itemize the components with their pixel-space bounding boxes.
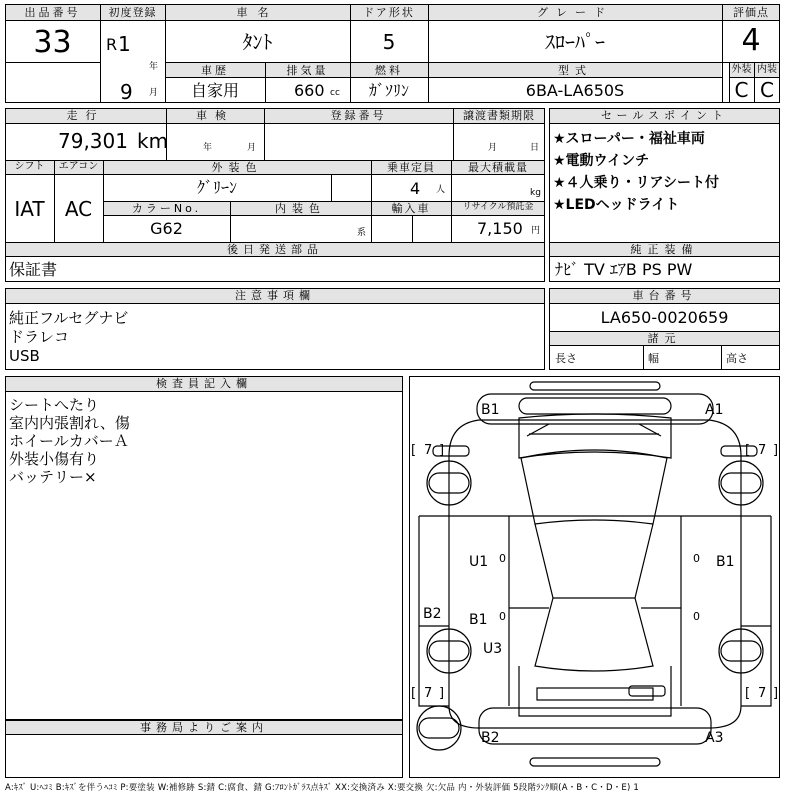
displacement-label: 排気量 xyxy=(286,64,329,77)
exterior-label: 外装 xyxy=(731,64,752,75)
tread-depth: 7 xyxy=(424,443,433,458)
displacement: 660 xyxy=(294,81,325,100)
load-label: 最大積載量 xyxy=(468,161,528,174)
capacity: 4 xyxy=(410,179,421,198)
damage-mark: U3 xyxy=(483,641,503,657)
kei-unit: 系 xyxy=(357,228,367,238)
chassis-number: LA650-0020659 xyxy=(600,308,729,327)
divider xyxy=(165,62,780,63)
mileage-label: 走行 xyxy=(66,109,105,122)
damage-mark: B1 xyxy=(481,402,500,418)
bracket-right: ] xyxy=(773,443,779,458)
mileage: 79,301 xyxy=(58,129,128,153)
grade-label: グレード xyxy=(537,6,613,19)
interior-label: 内装 xyxy=(757,64,777,75)
transfer-day-unit: 日 xyxy=(530,143,540,153)
int-color-label: 内装色 xyxy=(275,202,326,215)
note-line: USB xyxy=(9,347,40,365)
bracket-left: [ xyxy=(411,443,417,458)
first-reg-label: 初度登録 xyxy=(108,6,157,19)
shift-label: シフト xyxy=(14,161,45,172)
divider xyxy=(165,77,722,78)
bracket-left: [ xyxy=(745,443,751,458)
score: 4 xyxy=(741,23,761,58)
sales-point: ★電動ウインチ xyxy=(553,153,650,169)
damage-mark: A3 xyxy=(705,730,724,746)
equipment-label: 純正装備 xyxy=(630,243,699,256)
capacity-label: 乗車定員 xyxy=(387,161,435,174)
width-label: 幅 xyxy=(648,352,659,365)
year-unit: 年 xyxy=(149,62,159,72)
inspection-label: 車検 xyxy=(196,109,234,122)
tread-depth: 7 xyxy=(758,443,767,458)
bracket-right: ] xyxy=(439,443,445,458)
history: 自家用 xyxy=(190,81,239,100)
cc-unit: cc xyxy=(330,88,340,98)
history-label: 車歴 xyxy=(201,64,229,77)
inspector-line: バッテリー× xyxy=(9,468,97,486)
height-label: 高さ xyxy=(726,352,748,365)
inspection-month-unit: 月 xyxy=(247,143,257,153)
divider xyxy=(100,4,101,103)
door-label: ドア形状 xyxy=(363,6,415,19)
notes-label: 注意事項欄 xyxy=(235,289,315,302)
month-unit: 月 xyxy=(149,88,159,98)
first-reg-year: 1 xyxy=(118,32,131,56)
color-no-label: カラーNo. xyxy=(131,202,202,215)
ext-color-label: 外装色 xyxy=(211,161,263,174)
divider xyxy=(5,303,545,304)
sales-point: ★スローパー・福祉車両 xyxy=(553,131,705,147)
inspector-line: 外装小傷有り xyxy=(9,450,100,468)
parts-label: 後日発送部品 xyxy=(227,243,323,256)
inspector-line: シートへたり xyxy=(9,396,100,414)
exterior-grade: C xyxy=(734,78,749,102)
ext-color: ｸﾞﾘｰﾝ xyxy=(196,178,237,197)
note-line: 純正フルセグナビ xyxy=(9,309,129,327)
divider xyxy=(549,123,780,124)
model-code: 6BA-LA650S xyxy=(525,81,625,100)
zero-mark: 0 xyxy=(499,552,506,565)
divider xyxy=(5,62,100,63)
yen-unit: 円 xyxy=(531,226,541,236)
recycle-label: リサイクル預託金 xyxy=(462,202,534,212)
car-name: ﾀﾝﾄ xyxy=(242,30,273,54)
interior-grade: C xyxy=(760,78,774,102)
transfer-label: 譲渡書類期限 xyxy=(463,109,535,122)
divider xyxy=(331,174,332,201)
divider xyxy=(5,391,403,392)
divider xyxy=(5,123,545,124)
note-line: ドラレコ xyxy=(9,328,70,346)
reg-no-label: 登録番号 xyxy=(330,109,387,122)
color-no: G62 xyxy=(150,219,183,238)
sales-point: ★LEDヘッドライト xyxy=(553,197,680,213)
chassis-label: 車台番号 xyxy=(632,289,697,302)
zero-mark: 0 xyxy=(693,610,700,623)
tread-depth: 7 xyxy=(424,686,433,701)
divider xyxy=(549,345,780,346)
transfer-month-unit: 月 xyxy=(488,143,498,153)
km-unit: km xyxy=(137,129,169,153)
inspection-year-unit: 年 xyxy=(203,143,213,153)
car-damage-diagram xyxy=(409,376,780,778)
bracket-right: ] xyxy=(773,686,779,701)
era: R xyxy=(106,35,118,54)
divider xyxy=(5,734,403,735)
inspector-line: 室内内張割れ、傷 xyxy=(9,414,130,432)
ac-label: エアコン xyxy=(58,161,99,172)
shift: IAT xyxy=(14,197,45,221)
inspector-line: ホイールカバーＡ xyxy=(9,432,129,450)
recycle-fee: 7,150 xyxy=(477,219,523,238)
damage-mark: B2 xyxy=(481,730,500,746)
divider xyxy=(643,345,644,370)
bracket-left: [ xyxy=(411,686,417,701)
length-label: 長さ xyxy=(555,352,577,365)
divider xyxy=(721,345,722,370)
grade: ｽﾛｰﾊﾟｰ xyxy=(545,30,605,54)
tread-depth: 7 xyxy=(758,686,767,701)
damage-mark: B1 xyxy=(716,554,735,570)
fuel-label: 燃料 xyxy=(375,64,403,77)
score-label: 評価点 xyxy=(733,6,769,19)
lot-no: 33 xyxy=(33,25,72,60)
bracket-left: [ xyxy=(745,686,751,701)
inspector-label: 検査員記入欄 xyxy=(156,377,252,390)
ac: AC xyxy=(64,197,93,221)
sales-label: セールスポイント xyxy=(600,109,728,122)
dims-label: 諸元 xyxy=(647,332,682,345)
zero-mark: 0 xyxy=(499,610,506,623)
person-unit: 人 xyxy=(436,185,446,195)
damage-mark: B2 xyxy=(423,606,442,622)
divider xyxy=(5,174,545,175)
divider xyxy=(5,256,545,257)
car-name-label: 車名 xyxy=(236,6,279,19)
equipment: ﾅﾋﾞ TV ｴｱB PS PW xyxy=(555,260,693,279)
damage-mark: A1 xyxy=(705,402,724,418)
divider xyxy=(103,215,545,216)
damage-legend: A:ｷｽﾞ U:ﾍｺﾐ B:ｷｽﾞを伴うﾍｺﾐ P:要塗装 W:補修跡 S:錆 C:腐食、錆 G:ﾌﾛﾝﾄｶﾞﾗｽ点ｷｽﾞ XX:交換済み X:要交換 欠:欠品 内・外装評価 5段階ﾗﾝｸ順(A・B・C・D・E) 1 xyxy=(5,783,640,793)
divider xyxy=(549,303,780,304)
first-reg-month: 9 xyxy=(120,80,133,104)
model-label: 型式 xyxy=(558,64,592,77)
import-label: 輸入車 xyxy=(391,202,431,215)
sales-point: ★４人乗り・リアシート付 xyxy=(553,175,719,191)
damage-mark: U1 xyxy=(469,554,489,570)
bracket-right: ] xyxy=(439,686,445,701)
doors: 5 xyxy=(382,30,396,54)
lot-no-label: 出品番号 xyxy=(24,6,81,19)
divider xyxy=(5,20,780,21)
parts: 保証書 xyxy=(9,260,58,279)
fuel: ｶﾞｿﾘﾝ xyxy=(368,81,409,100)
office-label: 事務局よりご案内 xyxy=(140,721,268,734)
kg-unit: kg xyxy=(530,188,541,198)
zero-mark: 0 xyxy=(693,552,700,565)
divider xyxy=(549,256,780,257)
divider xyxy=(412,215,413,242)
damage-mark: B1 xyxy=(469,612,488,628)
